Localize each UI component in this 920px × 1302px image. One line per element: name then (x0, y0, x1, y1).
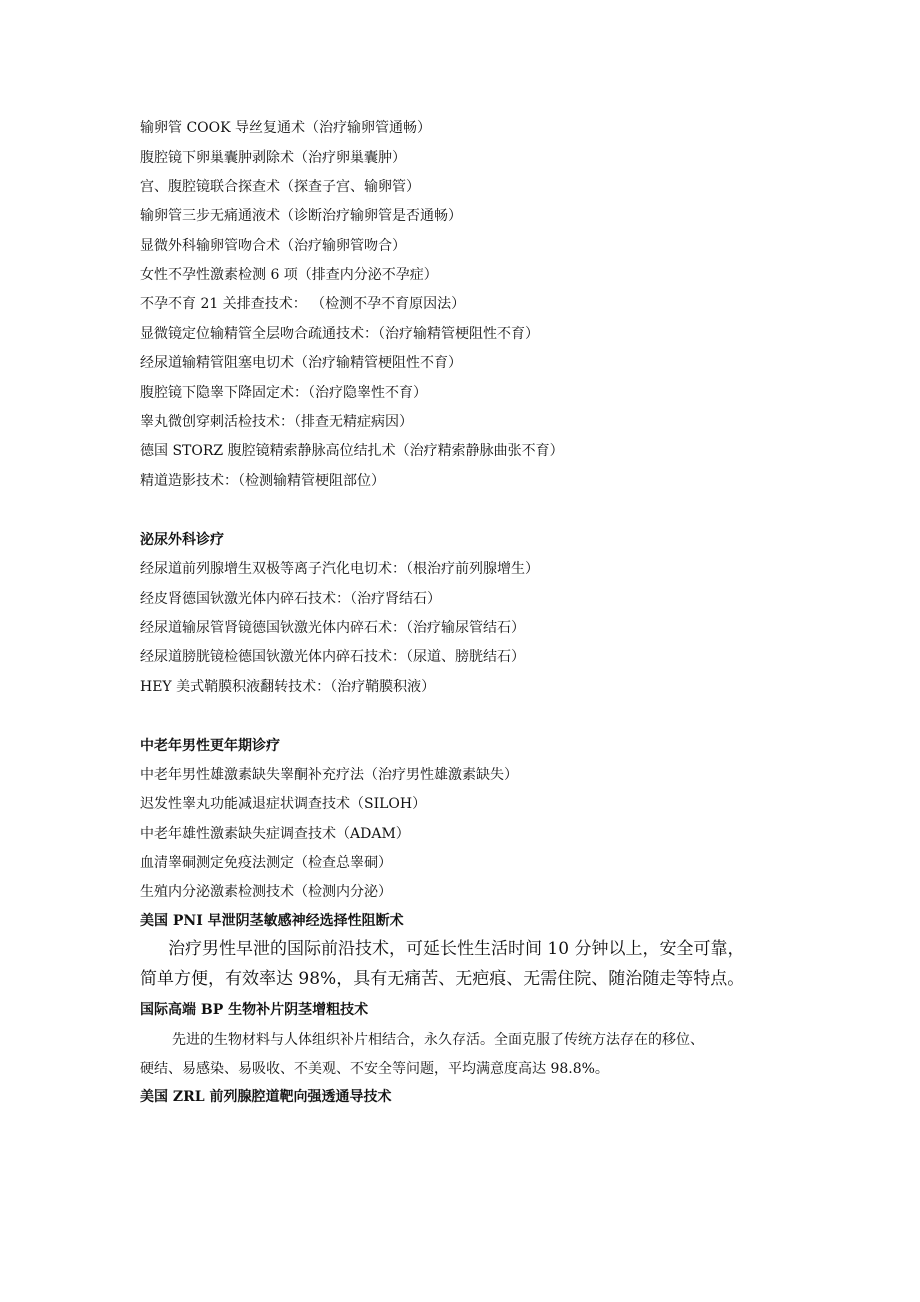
item-line: 经尿道前列腺增生双极等离子汽化电切术：（根治疗前列腺增生） (140, 561, 539, 577)
item-line: HEY 美式鞘膜积液翻转技术：（治疗鞘膜积液） (140, 679, 436, 695)
item-line: 输卵管三步无痛通液术（诊断治疗输卵管是否通畅） (140, 208, 462, 224)
item-line: 腹腔镜下隐睾下降固定术：（治疗隐睾性不育） (140, 385, 427, 401)
bp-paragraph-line-1: 先进的生物材料与人体组织补片相结合，永久存活。全面克服了传统方法存在的移位、 (172, 1032, 704, 1048)
item-line: 中老年男性雄激素缺失睾酮补充疗法（治疗男性雄激素缺失） (140, 767, 518, 783)
item-line: 德国 STORZ 腹腔镜精索静脉高位结扎术（治疗精索静脉曲张不育） (140, 443, 564, 459)
item-line: 经尿道输尿管肾镜德国钬激光体内碎石术：（治疗输尿管结石） (140, 620, 525, 636)
item-line: 生殖内分泌激素检测技术（检测内分泌） (140, 884, 392, 900)
heading-pni: 美国 PNI 早泄阴茎敏感神经选择性阻断术 (140, 913, 404, 929)
pni-paragraph-line-1: 治疗男性早泄的国际前沿技术，可延长性生活时间 10 分钟以上，安全可靠， (168, 939, 745, 959)
item-line: 经皮肾德国钬激光体内碎石技术：（治疗肾结石） (140, 591, 441, 607)
item-line: 输卵管 COOK 导丝复通术（治疗输卵管通畅） (140, 120, 432, 136)
item-line: 女性不孕性激素检测 6 项（排查内分泌不孕症） (140, 267, 438, 283)
item-line: 宫、腹腔镜联合探查术（探查子宫、输卵管） (140, 179, 420, 195)
item-line: 不孕不育 21 关排查技术： （检测不孕不育原因法） (140, 296, 466, 312)
section-heading-urology: 泌尿外科诊疗 (140, 532, 224, 548)
bp-paragraph-line-2: 硬结、易感染、易吸收、不美观、不安全等问题，平均满意度高达 98.8%。 (140, 1061, 609, 1077)
item-line: 中老年雄性激素缺失症调查技术（ADAM） (140, 826, 410, 842)
item-line: 经尿道膀胱镜检德国钬激光体内碎石技术：（尿道、膀胱结石） (140, 649, 525, 665)
item-line: 腹腔镜下卵巢囊肿剥除术（治疗卵巢囊肿） (140, 150, 406, 166)
heading-bp: 国际高端 BP 生物补片阴茎增粗技术 (140, 1002, 369, 1018)
item-line: 精道造影技术：（检测输精管梗阻部位） (140, 473, 385, 489)
pni-paragraph-line-2: 简单方便，有效率达 98%，具有无痛苦、无疤痕、无需住院、随治随走等特点。 (140, 969, 745, 989)
item-line: 血清睾硐测定免疫法测定（检查总睾硐） (140, 855, 392, 871)
item-line: 睾丸微创穿刺活检技术：（排查无精症病因） (140, 414, 413, 430)
item-line: 显微外科输卵管吻合术（治疗输卵管吻合） (140, 238, 406, 254)
heading-zrl: 美国 ZRL 前列腺腔道靶向强透通导技术 (140, 1089, 392, 1105)
item-line: 迟发性睾丸功能减退症状调查技术（SILOH） (140, 796, 427, 812)
item-line: 显微镜定位输精管全层吻合疏通技术：（治疗输精管梗阻性不育） (140, 326, 539, 342)
section-heading-andropause: 中老年男性更年期诊疗 (140, 738, 280, 754)
item-line: 经尿道输精管阻塞电切术（治疗输精管梗阻性不育） (140, 355, 462, 371)
